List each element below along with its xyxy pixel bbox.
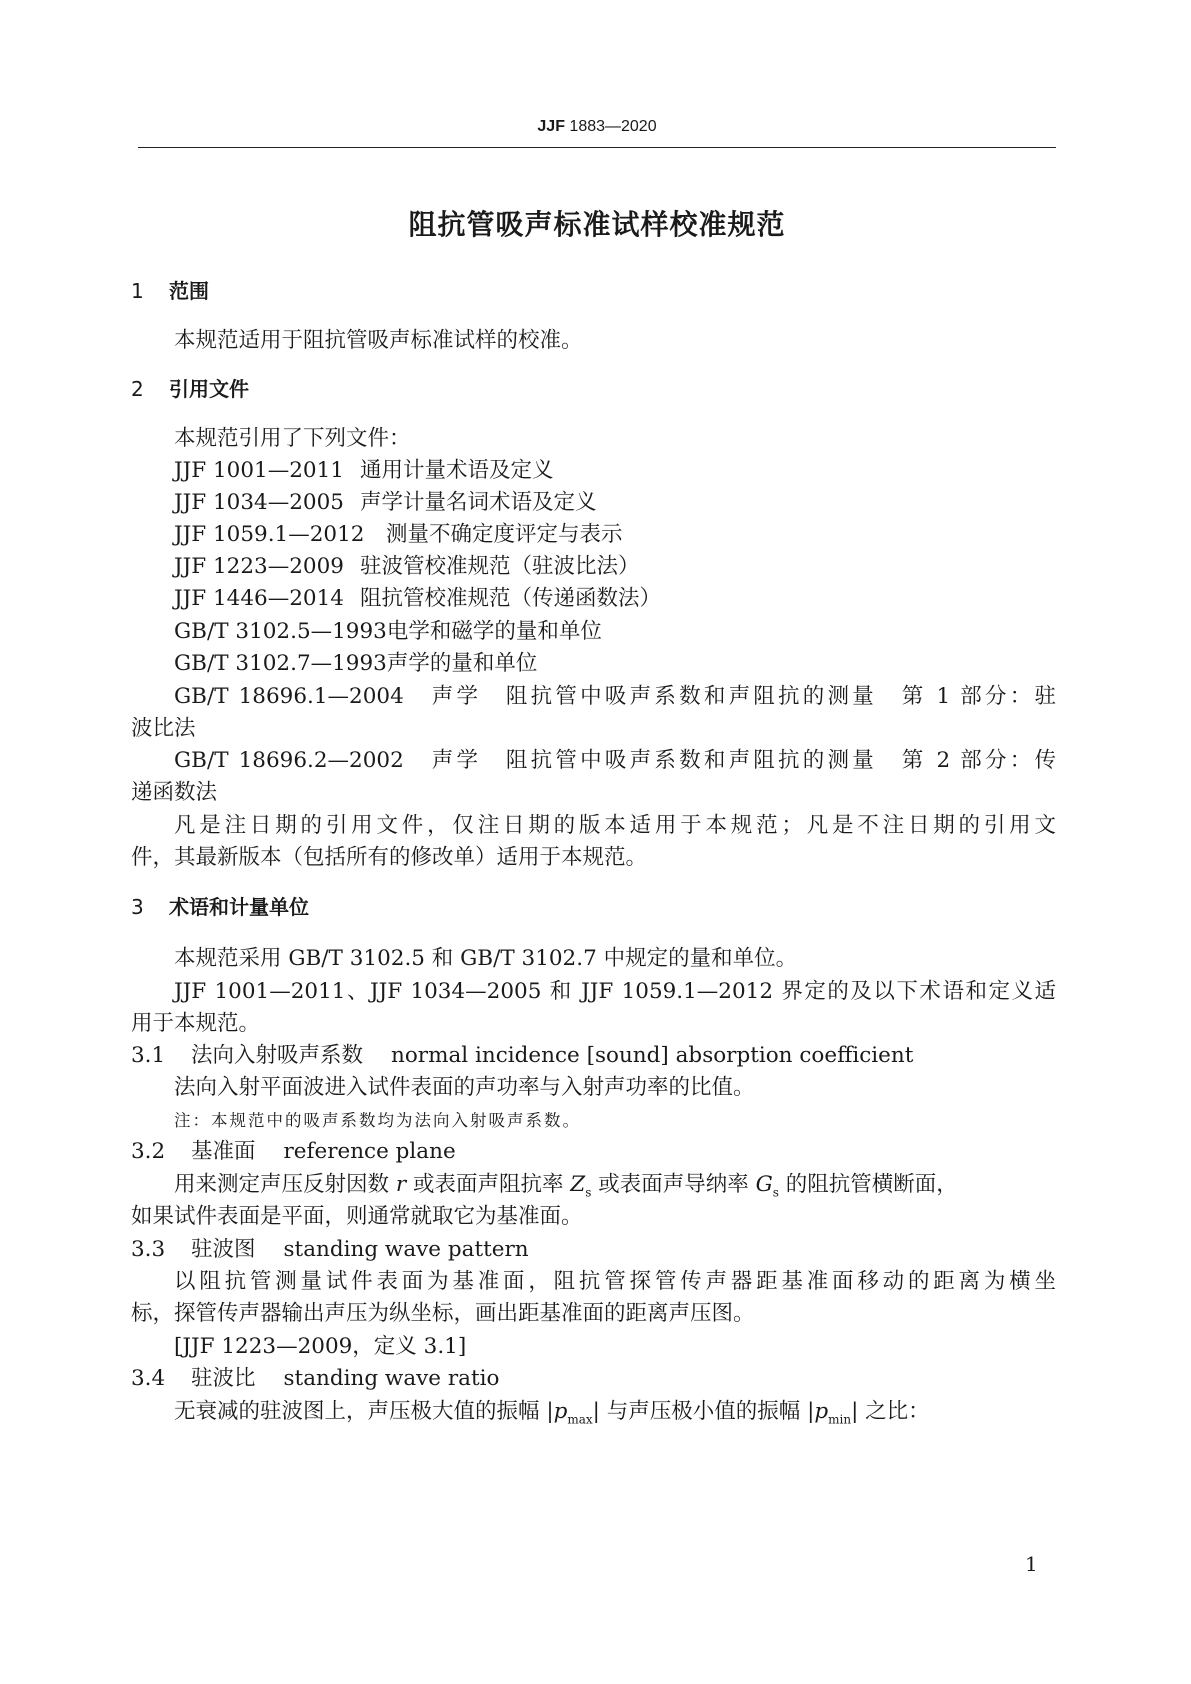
dated-references-note-cont: 件，其最新版本（包括所有的修改单）适用于本规范。 (131, 845, 648, 870)
term-definition (174, 1397, 930, 1434)
term-3-3 (131, 1235, 529, 1265)
term-definition-cont: 如果试件表面是平面，则通常就取它为基准面。 (131, 1204, 583, 1229)
term-english: standing wave ratio (283, 1366, 500, 1391)
header-code-prefix: JJF (537, 118, 565, 135)
reference-item (174, 456, 554, 486)
subscript-max: max (567, 1412, 593, 1427)
definition-text: 无衰减的驻波图上，声压极大值的振幅 (174, 1399, 547, 1424)
symbol-g: G (755, 1172, 773, 1197)
reference-long-line2: 递函数法 (131, 780, 218, 805)
symbol-r: r (395, 1172, 407, 1197)
section-3-para2-cont: 用于本规范。 (131, 1011, 261, 1036)
reference-item (174, 649, 537, 679)
reference-name: 阻抗管校准规范（传递函数法） (360, 586, 662, 611)
reference-name: 声学的量和单位 (386, 651, 538, 676)
term-3-2 (131, 1137, 456, 1167)
term-3-4 (131, 1364, 499, 1394)
symbol-p: p (814, 1399, 829, 1424)
term-definition-cont: 标，探管传声器输出声压为纵坐标，画出距基准面的距离声压图。 (131, 1301, 755, 1326)
symbol-z: Z (570, 1172, 586, 1197)
term-number: 3.3 (131, 1237, 166, 1262)
reference-code: JJF 1446—2014 (174, 586, 344, 611)
reference-code: JJF 1034—2005 (174, 490, 344, 515)
reference-item (174, 584, 661, 614)
term-english: standing wave pattern (283, 1237, 529, 1262)
definition-text: 的阻抗管横断面， (778, 1172, 958, 1197)
term-3-1 (131, 1041, 913, 1071)
section-3-para1: 本规范采用 GB/T 3102.5 和 GB/T 3102.7 中规定的量和单位。 (174, 946, 798, 971)
reference-item (174, 552, 640, 582)
term-chinese: 法向入射吸声系数 (191, 1043, 364, 1068)
reference-name: 电学和磁学的量和单位 (386, 619, 602, 644)
reference-long-line1: GB/T 18696.2—2002 声学 阻抗管中吸声系数和声阻抗的测量 第 2 部分：传 (174, 748, 1056, 773)
reference-item (174, 520, 623, 550)
reference-name: 驻波管校准规范（驻波比法） (360, 554, 640, 579)
section-1-text: 本规范适用于阻抗管吸声标准试样的校准。 (174, 328, 583, 353)
term-number: 3.4 (131, 1366, 166, 1391)
document-title: 阻抗管吸声标准试样校准规范 (408, 208, 786, 241)
running-header (138, 118, 1056, 136)
term-english: reference plane (283, 1139, 456, 1164)
section-3-heading (131, 892, 309, 922)
term-note: 注：本规范中的吸声系数均为法向入射吸声系数。 (174, 1111, 581, 1130)
section-3-para2: JJF 1001—2011、JJF 1034—2005 和 JJF 1059.1—2012 界定的及以下术语和定义适 (174, 979, 1056, 1004)
abs-bar-close: | (592, 1399, 600, 1424)
subscript-s: s (772, 1185, 779, 1200)
section-number: 3 (131, 895, 144, 919)
header-code-number: 1883—2020 (564, 118, 657, 135)
reference-name: 通用计量术语及定义 (360, 458, 554, 483)
abs-bar-open: | (807, 1399, 815, 1424)
term-number: 3.1 (131, 1043, 166, 1068)
subscript-s: s (585, 1185, 592, 1200)
section-number: 2 (131, 377, 144, 401)
section-title: 术语和计量单位 (169, 895, 309, 919)
term-definition: 以阻抗管测量试件表面为基准面，阻抗管探管传声器距基准面移动的距离为横坐 (174, 1269, 1056, 1294)
references-intro: 本规范引用了下列文件： (174, 426, 411, 451)
subscript-min: min (828, 1412, 852, 1427)
abs-bar-open: | (546, 1399, 554, 1424)
page-number: 1 (1025, 1552, 1038, 1576)
term-number: 3.2 (131, 1139, 166, 1164)
definition-text: 或表面声阻抗率 (406, 1172, 571, 1197)
header-rule (138, 147, 1056, 148)
term-chinese: 驻波图 (191, 1237, 256, 1262)
section-2-heading (131, 374, 249, 404)
section-title: 范围 (169, 279, 209, 303)
reference-code: JJF 1223—2009 (174, 554, 344, 579)
term-source: [JJF 1223—2009，定义 3.1] (174, 1334, 467, 1359)
section-number: 1 (131, 279, 144, 303)
definition-text: 与声压极小值的振幅 (599, 1399, 808, 1424)
definition-text: 或表面声导纳率 (591, 1172, 756, 1197)
definition-text: 之比： (858, 1399, 930, 1424)
term-chinese: 驻波比 (191, 1366, 256, 1391)
reference-long-line2: 波比法 (131, 716, 196, 741)
reference-code: JJF 1001—2011 (174, 458, 344, 483)
term-english: normal incidence [sound] absorption coefficient (391, 1043, 914, 1068)
definition-text: 用来测定声压反射因数 (174, 1172, 396, 1197)
reference-item (174, 617, 602, 647)
reference-name: 声学计量名词术语及定义 (360, 490, 597, 515)
section-title: 引用文件 (169, 377, 249, 401)
reference-item (174, 488, 597, 518)
symbol-p: p (553, 1399, 568, 1424)
term-definition: 法向入射平面波进入试件表面的声功率与入射声功率的比值。 (174, 1075, 755, 1100)
reference-code: JJF 1059.1—2012 (174, 522, 365, 547)
reference-long-line1: GB/T 18696.1—2004 声学 阻抗管中吸声系数和声阻抗的测量 第 1 部分：驻 (174, 684, 1056, 709)
reference-code: GB/T 3102.5—1993 (174, 619, 387, 644)
reference-code: GB/T 3102.7—1993 (174, 651, 387, 676)
reference-name: 测量不确定度评定与表示 (386, 522, 623, 547)
term-chinese: 基准面 (191, 1139, 256, 1164)
dated-references-note: 凡是注日期的引用文件，仅注日期的版本适用于本规范；凡是不注日期的引用文 (174, 813, 1056, 838)
section-1-heading (131, 276, 209, 306)
abs-bar-close: | (851, 1399, 859, 1424)
